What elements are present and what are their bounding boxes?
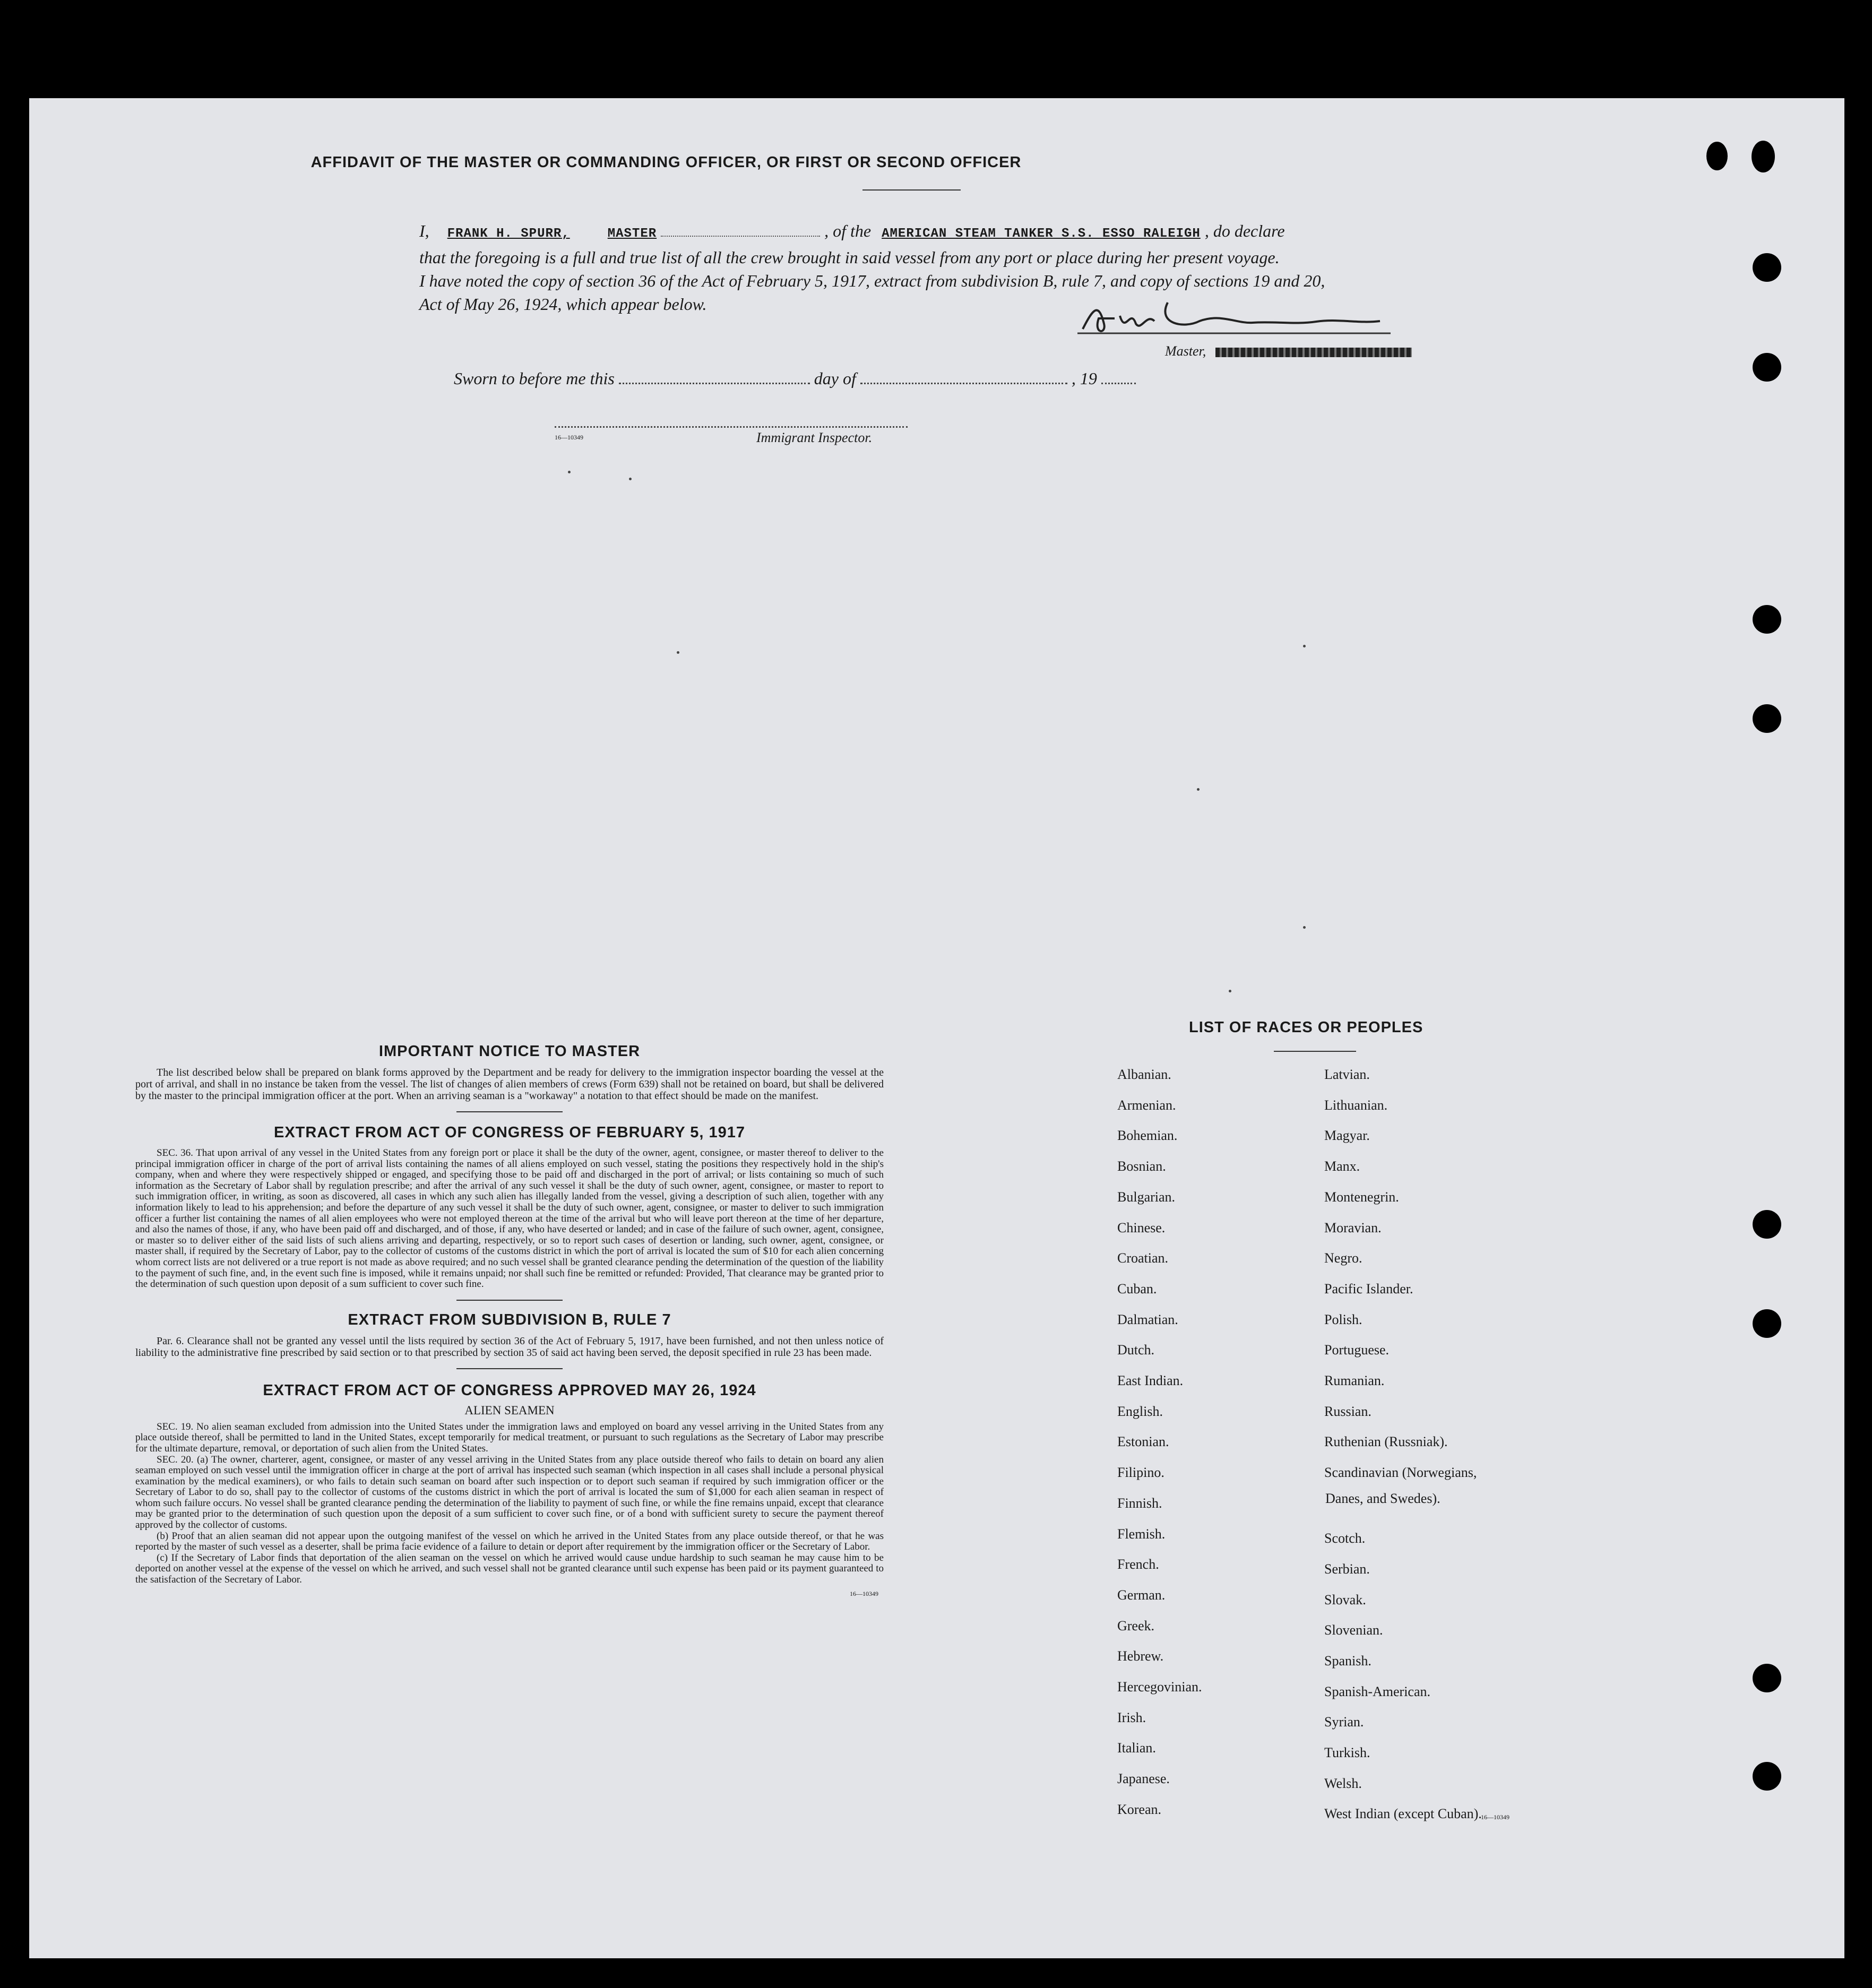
race-item: Portuguese. <box>1324 1342 1390 1358</box>
affidavit-title: AFFIDAVIT OF THE MASTER OR COMMANDING OFFICER, OR FIRST OR SECOND OFFICER <box>310 154 1022 171</box>
scan-speck <box>629 478 632 480</box>
race-item: Serbian. <box>1324 1561 1370 1577</box>
scan-speck <box>1229 990 1231 992</box>
binding-hole <box>1753 353 1781 382</box>
sec-19: SEC. 19. No alien seaman excluded from admission into the United States under the immigration laws and employed on board any vessel arriving in the United States from any place outside thereof, shall be permitted to land in the United States, except temporarily for medical treatment, or pursuant to such regulations as the Secretary of Labor may prescribe for the ultimate departure, removal, or deportation of such alien from the United States. <box>135 1421 884 1454</box>
race-item: Japanese. <box>1117 1771 1170 1787</box>
race-item: Croatian. <box>1117 1250 1169 1266</box>
day-of-label: day of <box>814 369 856 388</box>
year-label: , 19 <box>1071 369 1097 388</box>
master-signature <box>1062 292 1412 356</box>
subdivision-title: EXTRACT FROM SUBDIVISION B, RULE 7 <box>348 1311 671 1328</box>
race-item: Dutch. <box>1117 1342 1155 1358</box>
race-item: Estonian. <box>1117 1434 1169 1450</box>
master-rank: MASTER <box>607 227 657 241</box>
race-item: Montenegrin. <box>1324 1189 1399 1205</box>
race-item: Scandinavian (Norwegians, <box>1324 1465 1477 1481</box>
affidavit-line-3: I have noted the copy of section 36 of the Act of February 5, 1917, extract from subdivision B, rule 7, and copy of sections 19 and 20, <box>419 271 1325 290</box>
race-item: Turkish. <box>1324 1745 1370 1761</box>
notice-body: The list described below shall be prepared on blank forms approved by the Department and be ready for delivery to the immigration inspector boarding the vessel at the port of arrival, and shall in no instance be taken from the vessel. The list of changes of alien members of crews (Form 639) shall not be retained on board, but shall be delivered by the master to the principal immigration officer at the port. When an arriving seaman is a "workaway" a notation to that effect should be made on the manifest. <box>135 1067 884 1102</box>
race-item: English. <box>1117 1403 1163 1419</box>
race-item: Irish. <box>1117 1709 1146 1725</box>
divider <box>456 1368 563 1369</box>
binding-hole <box>1706 142 1728 170</box>
race-item: Moravian. <box>1324 1220 1382 1235</box>
sec-20a: SEC. 20. (a) The owner, charterer, agent, consignee, or master of any vessel arriving in the United States from any place outside thereof who fails to detain on board any alien seaman employed on such vessel until the immigration officer in charge at the port of arrival has inspected such seaman (which inspection in all cases shall include a personal physical examination by the medical examiners), or who fails to detain such seaman on board after such inspection or to deport such seaman if required by such immigration officer or the Secretary of Labor to do so, shall pay to the collector of customs of the customs district in which the port of arrival is located the sum of $1,000 for each alien seaman in respect of whom such failure occurs. No vessel shall be granted clearance pending the determination of the liability to payment of such fine, or while the fine remains unpaid, except that clearance may be granted prior to the determination of such question upon the deposit of a sum sufficient to cover such fine, or of a bond with sufficient surety to secure the payment thereof approved by the collector of customs. <box>135 1454 884 1531</box>
sec-20b: (b) Proof that an alien seaman did not appear upon the outgoing manifest of the vessel on which he arrived in the United States from any place outside thereof, or that he was reported by the master of such vessel as a deserter, shall be prima facie evidence of a failure to detain or deport after requirement by the immigration officer or the Secretary of Labor. <box>135 1530 884 1553</box>
affidavit-form-number: 16—10349 <box>555 434 583 441</box>
legal-column <box>135 1043 884 1598</box>
race-item: German. <box>1117 1587 1166 1603</box>
alien-seamen-subtitle: ALIEN SEAMEN <box>464 1403 555 1417</box>
race-item: Rumanian. <box>1324 1373 1385 1388</box>
scan-speck <box>1197 788 1200 791</box>
inspector-signature-line <box>555 426 908 428</box>
title-divider <box>862 189 961 191</box>
binding-hole <box>1753 253 1781 282</box>
master-label: Master, <box>1165 343 1206 359</box>
scan-speck <box>677 651 679 654</box>
vessel-name: AMERICAN STEAM TANKER S.S. ESSO RALEIGH <box>882 227 1201 241</box>
race-item: Lithuanian. <box>1324 1097 1388 1113</box>
divider <box>456 1111 563 1112</box>
race-item: Spanish-American. <box>1324 1683 1431 1699</box>
notice-title: IMPORTANT NOTICE TO MASTER <box>378 1043 641 1060</box>
affidavit-i: I, <box>419 221 429 240</box>
race-item: Polish. <box>1324 1311 1362 1327</box>
binding-hole <box>1753 1762 1781 1791</box>
race-item: Flemish. <box>1117 1526 1166 1542</box>
race-item: Hercegovinian. <box>1117 1679 1202 1695</box>
divider <box>456 1300 563 1301</box>
race-item: Bulgarian. <box>1117 1189 1176 1205</box>
do-declare-text: , do declare <box>1204 221 1285 240</box>
race-item: Pacific Islander. <box>1324 1281 1413 1296</box>
races-title: LIST OF RACES OR PEOPLES <box>1189 1019 1424 1036</box>
scan-speck <box>1303 645 1306 647</box>
race-item: Welsh. <box>1324 1775 1362 1791</box>
race-item: Ruthenian (Russniak). <box>1324 1434 1448 1450</box>
race-item: Cuban. <box>1117 1281 1157 1296</box>
inspector-label: Immigrant Inspector. <box>756 430 873 445</box>
race-item: Scotch. <box>1324 1531 1366 1546</box>
sec-20c: (c) If the Secretary of Labor finds that deportation of the alien seaman on the vessel on which he arrived would cause undue hardship to such seaman he may cause him to be deported on another vessel at the expense of the vessel on which he arrived, and such vessel shall not be granted clearance until such expense has been paid or its payment guaranteed to the satisfaction of the Secretary of Labor. <box>135 1552 884 1586</box>
race-item: Italian. <box>1117 1740 1156 1756</box>
sworn-line <box>454 369 1136 388</box>
race-item: French. <box>1117 1557 1159 1572</box>
race-item: Magyar. <box>1324 1128 1370 1144</box>
race-item: Bosnian. <box>1117 1159 1166 1174</box>
race-item: Spanish. <box>1324 1653 1371 1669</box>
binding-hole <box>1752 141 1775 172</box>
race-item: Manx. <box>1324 1159 1360 1174</box>
race-item: West Indian (except Cuban). <box>1324 1806 1482 1822</box>
struck-out-text <box>1215 348 1412 357</box>
race-item: Slovenian. <box>1324 1622 1383 1638</box>
races-divider <box>1274 1051 1356 1052</box>
of-the-text: , of the <box>824 221 872 240</box>
race-item: Chinese. <box>1117 1220 1166 1235</box>
race-item: East Indian. <box>1117 1373 1184 1388</box>
race-scandinavian-cont: Danes, and Swedes). <box>1325 1491 1440 1506</box>
affidavit-line-2: that the foregoing is a full and true list of all the crew brought in said vessel from any port or place during her present voyage. <box>419 248 1280 267</box>
document-page <box>29 98 1844 1958</box>
race-item: Dalmatian. <box>1117 1311 1178 1327</box>
scan-speck <box>568 471 571 473</box>
master-name: FRANK H. SPURR, <box>447 227 570 241</box>
binding-hole <box>1753 1210 1781 1239</box>
extract-1917-title: EXTRACT FROM ACT OF CONGRESS OF FEBRUARY 5, 1917 <box>273 1124 746 1141</box>
extract-1917-body: SEC. 36. That upon arrival of any vessel in the United States from any foreign port or place it shall be the duty of the owner, agent, consignee, or master thereof to deliver to the principal immigration officer in charge of the port of arrival lists containing the names of all aliens employed on such vessel, stating the positions they respectively hold in the ship's company, when and where they were respectively shipped or engaged, and specifying those to be paid off and discharged in the port of arrival; or lists containing so much of such information as the Secretary of Labor shall by regulation prescribe; and after the arrival of any such vessel it shall be the duty of such owner, agent, consignee, or master to report to such immigration officer, in writing, as soon as discovered, all cases in which any such alien has illegally landed from the vessel, giving a description of such alien, together with any information likely to lead to his apprehension; and before the departure of any such vessel it shall be the duty of such owner, agent, consignee, or master to deliver to such immigration officer a further list containing the names of all alien employees who were not employed thereon at the time of the arrival but who will leave port thereon at the time of her departure, and also the names of those, if any, who have been paid off and discharged, and of those, if any, who have deserted or landed; and in case of the failure of such owner, agent, consignee, or master so to deliver either of the said lists of such aliens arriving and departing, respectively, or so to report such cases of desertion or landing, such owner, agent, consignee, or master shall, if required by the Secretary of Labor, pay to the collector of customs of the customs district in which the port of arrival is located the sum of $10 for each alien concerning whom correct lists are not delivered or a true report is not made as above required; and no such vessel shall be granted clearance pending the determination of the question of the liability to the payment of such fine, and, in the event such fine is imposed, while it remains unpaid; nor shall such fine be remitted or refunded: Provided, That clearance may be granted prior to the determination of such question upon deposit of a sum sufficient to cover such fine. <box>135 1147 884 1290</box>
race-item: Armenian. <box>1117 1097 1176 1113</box>
race-item: Slovak. <box>1324 1592 1366 1607</box>
race-item: Korean. <box>1117 1801 1162 1817</box>
sworn-prefix: Sworn to before me this <box>454 369 615 388</box>
extract-form-number: 16—10349 <box>850 1589 878 1597</box>
race-item: Albanian. <box>1117 1067 1171 1082</box>
race-item: Russian. <box>1324 1403 1371 1419</box>
scan-speck <box>1303 926 1306 929</box>
race-item: Latvian. <box>1324 1067 1370 1082</box>
binding-hole <box>1753 704 1781 733</box>
subdivision-body: Par. 6. Clearance shall not be granted any vessel until the lists required by section 36 of the Act of February 5, 1917, have been furnished, and not then unless notice of liability to the administrative fine prescribed by said section or to that prescribed by section 35 of said act having been served, the deposit specified in rule 23 has been made. <box>135 1335 884 1359</box>
binding-hole <box>1753 1664 1781 1692</box>
affidavit-line-4: Act of May 26, 1924, which appear below. <box>419 295 707 314</box>
race-item: Greek. <box>1117 1618 1155 1633</box>
race-item: Hebrew. <box>1117 1648 1164 1664</box>
extract-1924-title: EXTRACT FROM ACT OF CONGRESS APPROVED MAY 26, 1924 <box>263 1381 756 1399</box>
race-item: Filipino. <box>1117 1465 1164 1481</box>
race-item: Bohemian. <box>1117 1128 1178 1144</box>
race-item: Finnish. <box>1117 1495 1162 1511</box>
binding-hole <box>1753 605 1781 634</box>
races-form-number: 16—10349 <box>1481 1813 1509 1821</box>
race-item: Negro. <box>1324 1250 1362 1266</box>
binding-hole <box>1753 1309 1781 1338</box>
race-item: Syrian. <box>1324 1714 1364 1730</box>
